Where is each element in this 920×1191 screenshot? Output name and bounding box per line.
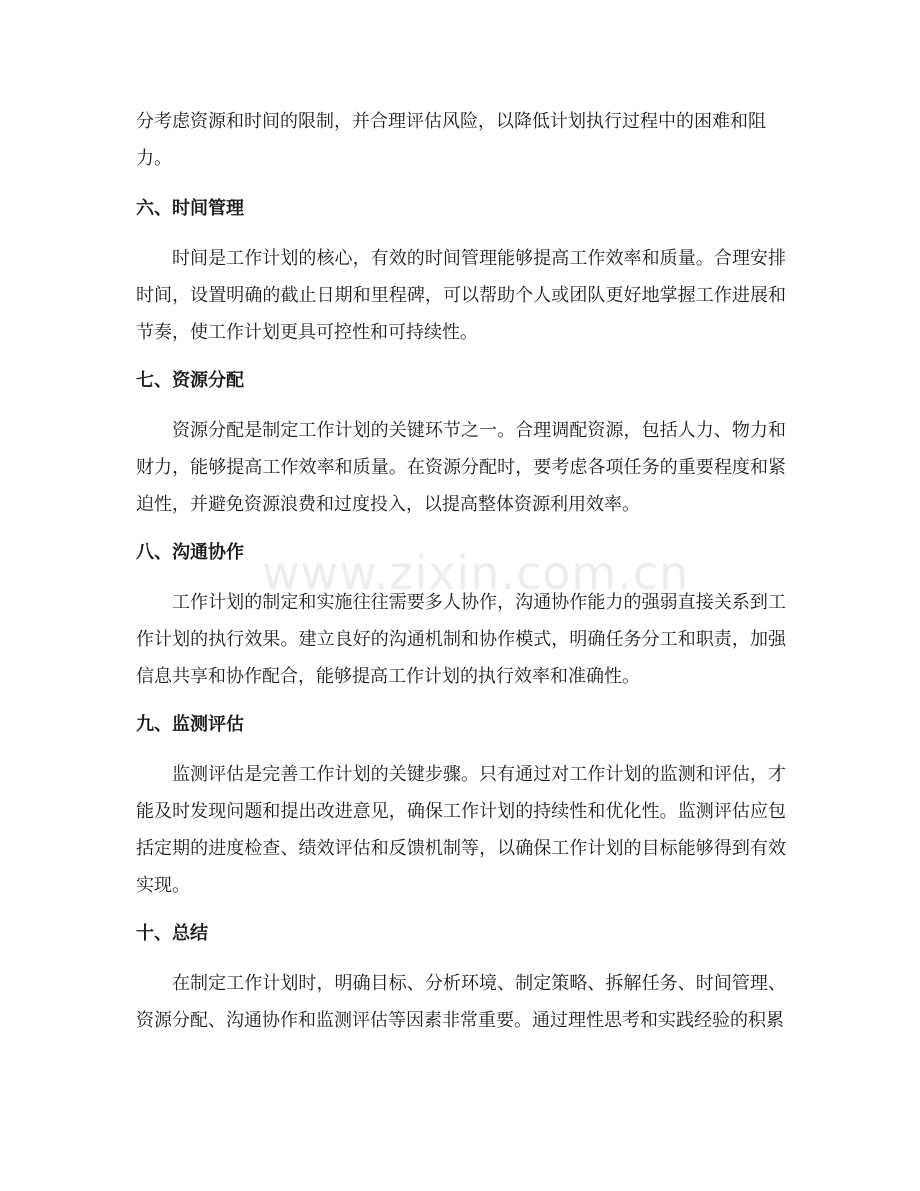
section-heading-resource-allocation: 七、资源分配 (136, 370, 244, 391)
section-heading-monitoring: 九、监测评估 (136, 714, 244, 735)
section-body-time-management: 时间是工作计划的核心，有效的时间管理能够提高工作效率和质量。合理安排时间，设置明确的截止日期和里程碑，可以帮助个人或团队更好地掌握工作进展和节奏，使工作计划更具可控性和可持续性。 (136, 248, 786, 343)
section-heading-time-management: 六、时间管理 (136, 198, 244, 219)
section-body-summary: 在制定工作计划时，明确目标、分析环境、制定策略、拆解任务、时间管理、资源分配、沟通协作和监测评估等因素非常重要。通过理性思考和实践经验的积累 (136, 973, 786, 1031)
section-heading-summary: 十、总结 (136, 923, 208, 944)
intro-paragraph: 分考虑资源和时间的限制，并合理评估风险，以降低计划执行过程中的困难和阻力。 (136, 111, 766, 169)
section-heading-communication: 八、沟通协作 (136, 542, 244, 563)
section-body-communication: 工作计划的制定和实施往往需要多人协作，沟通协作能力的强弱直接关系到工作计划的执行效果。建立良好的沟通机制和协作模式，明确任务分工和职责，加强信息共享和协作配合，能够提高工作计划的执行效率和准确性。 (136, 592, 786, 687)
watermark: www.zixin.com.cn (262, 546, 690, 600)
section-body-resource-allocation: 资源分配是制定工作计划的关键环节之一。合理调配资源，包括人力、物力和财力，能够提高工作效率和质量。在资源分配时，要考虑各项任务的重要程度和紧迫性，并避免资源浪费和过度投入，以提高整体资源利用效率。 (136, 420, 786, 515)
section-body-monitoring: 监测评估是完善工作计划的关键步骤。只有通过对工作计划的监测和评估，才能及时发现问题和提出改进意见，确保工作计划的持续性和优化性。监测评估应包括定期的进度检查、绩效评估和反馈机制等，以确保工作计划的目标能够得到有效实现。 (136, 764, 786, 896)
